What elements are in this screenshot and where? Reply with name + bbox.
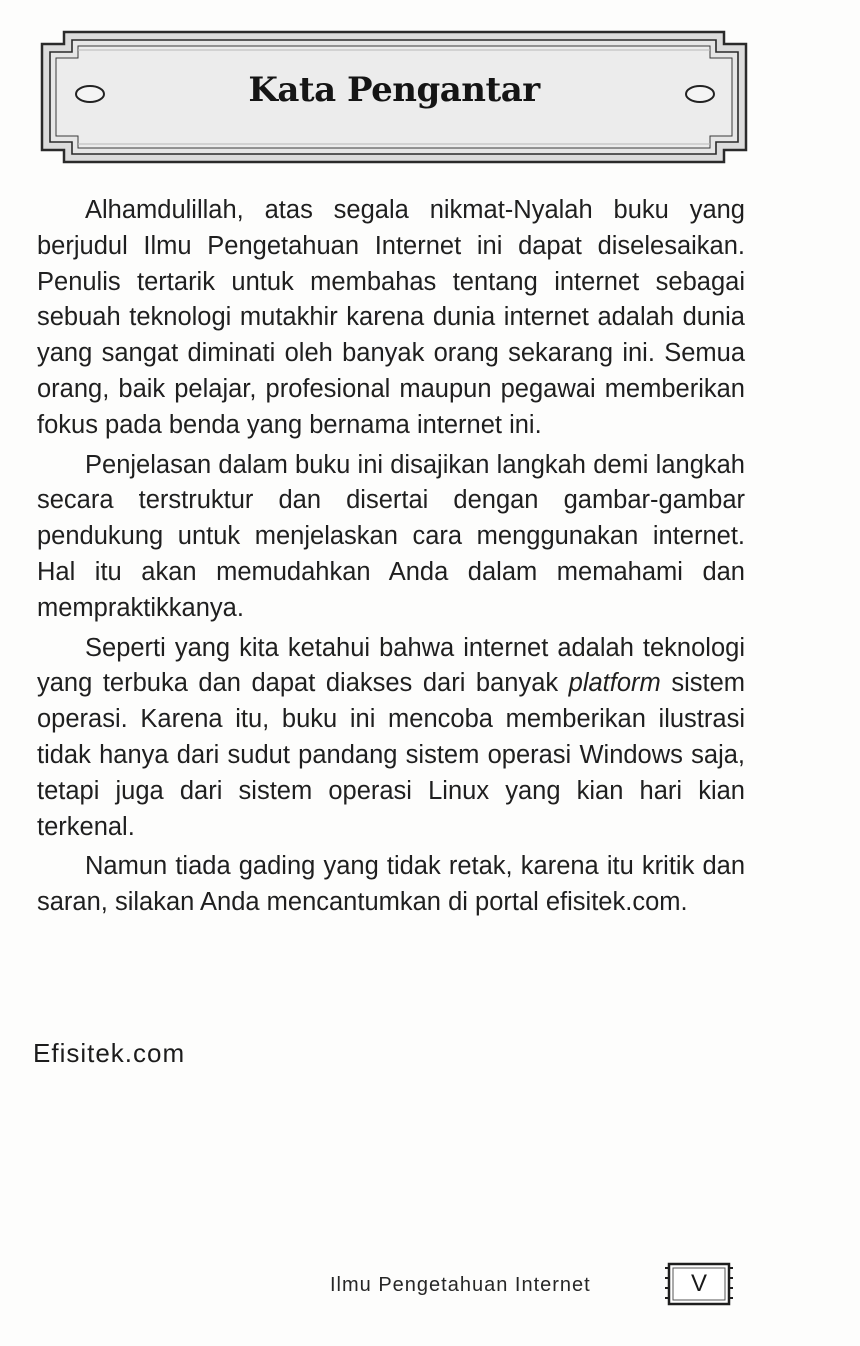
running-footer-title: Ilmu Pengetahuan Internet: [330, 1274, 591, 1296]
author-signature: Efisitek.com: [33, 1038, 186, 1068]
preface-body: [37, 193, 745, 925]
chapter-title: Kata Pengantar: [248, 70, 540, 110]
paragraph-3: [37, 631, 745, 846]
page-number-box: [661, 1258, 737, 1310]
paragraph-1: Alhamdulillah, atas segala nikmat-Nyalah buku yang berjudul Ilmu Pengetahuan Internet ini dapat diselesaikan. Penulis tertarik untuk membahas tentang internet sebagai sebuah teknologi mutakhir karena dunia internet adalah dunia yang sangat diminati oleh banyak orang sekarang ini. Semua orang, baik pelajar, profesional maupun pegawai memberikan fokus pada benda yang bernama internet ini.: [37, 196, 745, 439]
paragraph-3-part-2: sistem operasi. Karena itu, buku ini mencoba memberikan ilustrasi tidak hanya dari sudut pandang sistem operasi Windows saja, tetapi juga dari sistem operasi Linux yang kian hari kian terkenal.: [37, 669, 745, 841]
chapter-header-frame: [38, 28, 750, 166]
paragraph-2: Penjelasan dalam buku ini disajikan langkah demi langkah secara terstruktur dan disertai dengan gambar-gambar pendukung untuk menjelaskan cara menggunakan internet. Hal itu akan memudahkan Anda dalam memahami dan mempraktikkanya.: [37, 450, 745, 622]
paragraph-3-part-1: Seperti yang kita ketahui bahwa internet adalah teknologi yang terbuka dan dapat diakses dari banyak: [37, 633, 745, 698]
italic-term-platform: platform: [568, 669, 661, 698]
paragraph-4: Namun tiada gading yang tidak retak, karena itu kritik dan saran, silakan Anda mencantumkan di portal efisitek.com.: [37, 852, 745, 917]
page-number: V: [690, 1270, 707, 1297]
